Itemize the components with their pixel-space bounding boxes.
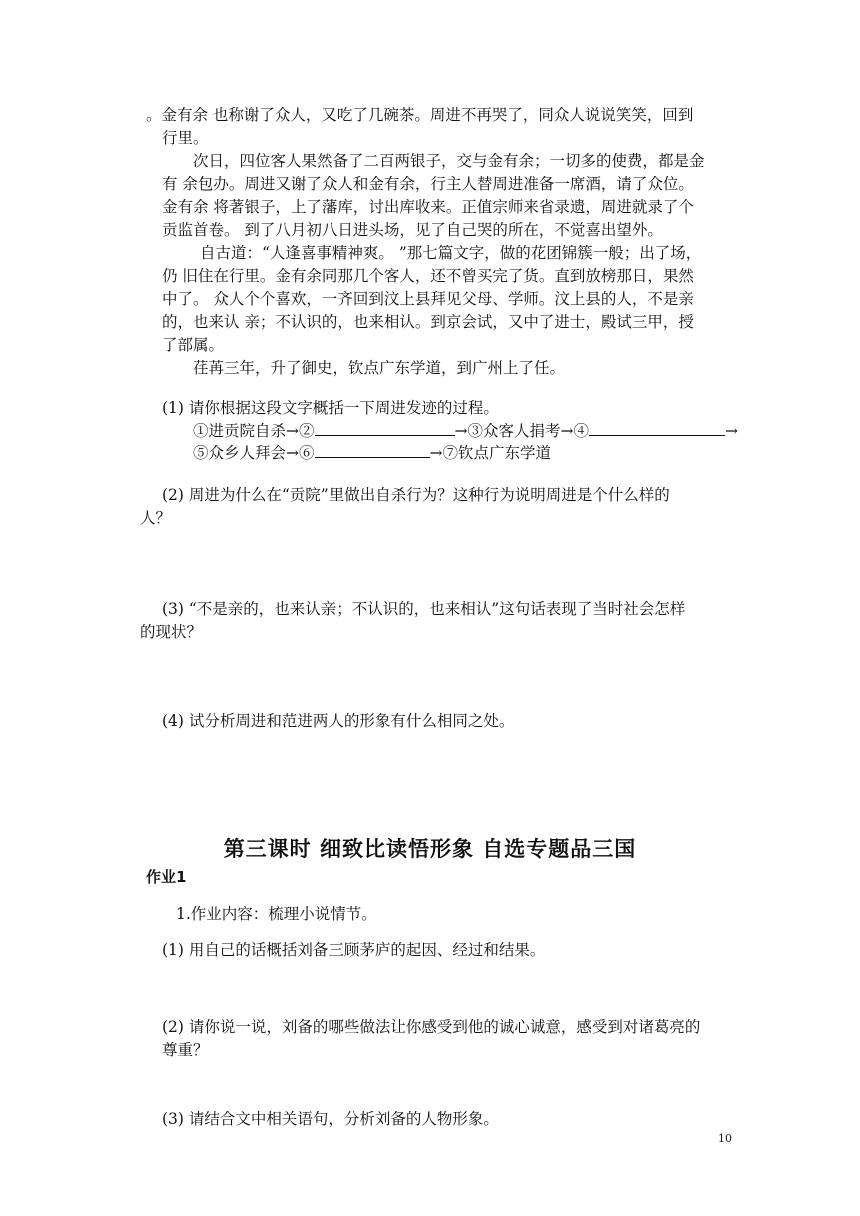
question-3-line-2: 的现状？ <box>140 623 203 641</box>
passage-line-9: 中了。 众人个个喜欢，一齐回到汶上县拜见父母、学师。汶上县的人，不是亲 <box>162 290 694 308</box>
q1-row2-part-b: →⑦钦点广东学道 <box>429 444 551 462</box>
homework-label: 作业1 <box>146 868 187 886</box>
homework-question-2-line-1: (2) 请你说一说，刘备的哪些做法让你感受到他的诚心诚意，感受到对诸葛亮的 <box>162 1018 701 1036</box>
question-1-row-1 <box>193 419 738 442</box>
passage-line-10: 的，也来认 亲；不认识的，也来相认。到京会试，又中了进士，殿试三甲，授 <box>162 313 694 331</box>
homework-question-3: (3) 请结合文中相关语句，分析刘备的人物形象。 <box>162 1110 499 1128</box>
passage-line-12: 荏苒三年，升了御史，钦点广东学道，到广州上了任。 <box>193 359 566 377</box>
q1-row1-part-a: ①进贡院自杀→② <box>193 422 315 440</box>
q1-row2-part-a: ⑤众乡人拜会→⑥ <box>193 444 315 462</box>
passage-line-2: 行里。 <box>162 129 209 147</box>
question-1: (1) 请你根据这段文字概括一下周进发迹的过程。 <box>162 399 499 417</box>
passage-line-1: 。金有余 也称谢了众人，又吃了几碗茶。周进不再哭了，同众人说说笑笑，回到 <box>146 106 694 124</box>
passage-line-7: 自古道：“人逢喜事精神爽。 ”那七篇文字，做的花团锦簇一般；出了场， <box>200 244 702 262</box>
passage-line-8: 仍 旧住在行里。金有余同那几个客人，还不曾买完了货。直到放榜那日，果然 <box>162 267 694 285</box>
homework-question-2-line-2: 尊重？ <box>162 1041 209 1059</box>
section-title: 第三课时 细致比读悟形象 自选专题品三国 <box>223 837 637 861</box>
question-3-line-1: (3) “不是亲的，也来认亲；不认识的，也来相认”这句话表现了当时社会怎样 <box>162 600 686 618</box>
question-4: (4) 试分析周进和范进两人的形象有什么相同之处。 <box>162 712 515 730</box>
passage-line-3: 次日，四位客人果然备了二百两银子，交与金有余；一切多的使费，都是金 <box>193 152 705 170</box>
question-1-row-2 <box>193 441 551 464</box>
passage-line-5: 金有余 将著银子，上了藩库，讨出库收来。正值宗师来省录遗，周进就录了个 <box>162 198 694 216</box>
homework-question-1: (1) 用自己的话概括刘备三顾茅庐的起因、经过和结果。 <box>162 941 546 959</box>
homework-content: 1.作业内容：梳理小说情节。 <box>176 905 377 923</box>
passage-line-4: 有 余包办。周进又谢了众人和金有余，行主人替周进准备一席酒，请了众位。 <box>162 175 694 193</box>
page-number: 10 <box>718 1132 732 1145</box>
passage-line-11: 了部属。 <box>162 336 225 354</box>
q1-row1-part-c: → <box>724 422 738 440</box>
q1-row1-part-b: →③众客人捐考→④ <box>454 422 589 440</box>
answer-blank-2[interactable] <box>315 419 455 436</box>
question-2-line-1: (2) 周进为什么在“贡院”里做出自杀行为？这种行为说明周进是个什么样的 <box>162 486 670 504</box>
answer-blank-4[interactable] <box>589 419 725 436</box>
question-2-line-2: 人？ <box>140 509 172 527</box>
answer-blank-6[interactable] <box>315 441 430 458</box>
passage-line-6: 贡监首卷。 到了八月初八日进头场，见了自己哭的所在，不觉喜出望外。 <box>162 221 663 239</box>
